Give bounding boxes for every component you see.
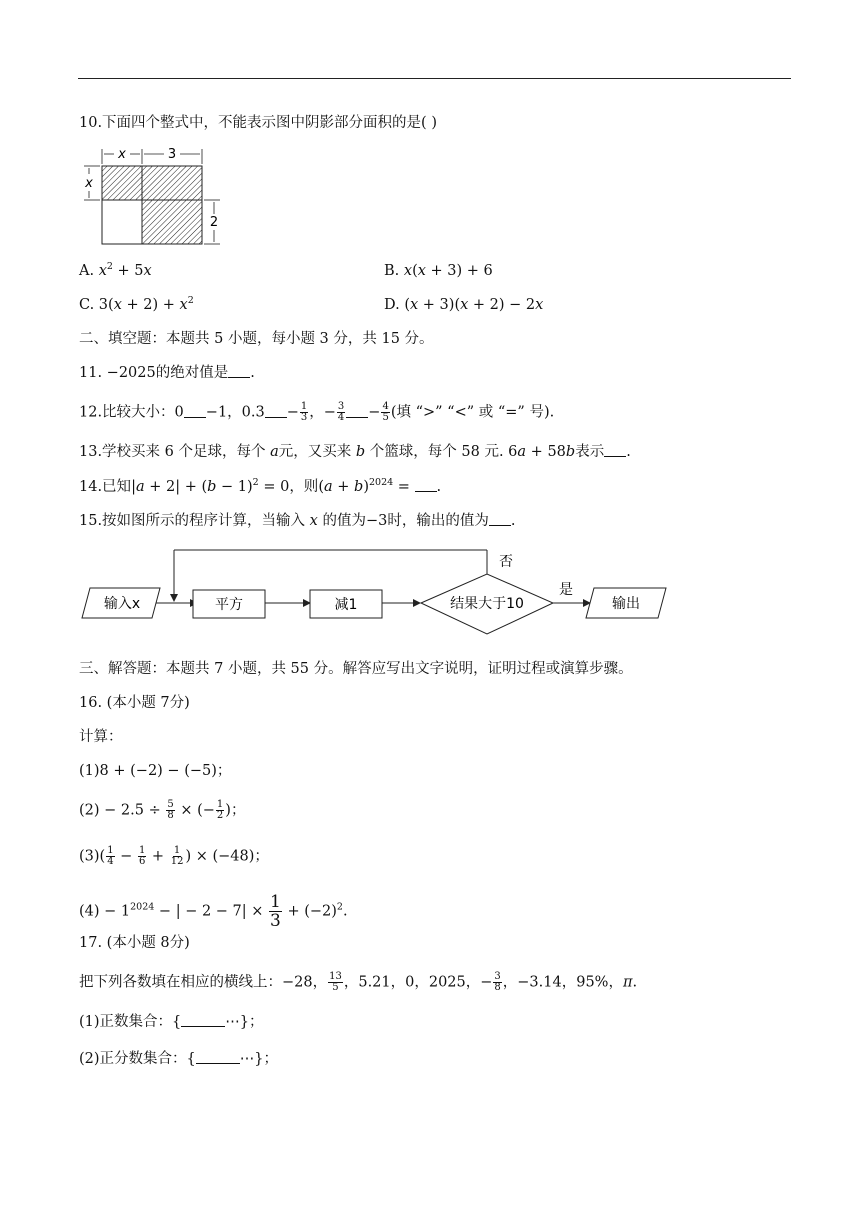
- dim-x-top: x: [118, 147, 126, 162]
- q16-part3: (3)( $\frac{1}{4}$ − $\frac{1}{6}$ + $\frac{1}{12}$ ) × (−48)；: [79, 845, 269, 867]
- section2-heading: 二、填空题：本题共 5 小题，每小题 3 分，共 15 分。: [79, 331, 434, 347]
- flow-yes: 是: [559, 582, 573, 598]
- section3-heading: 三、解答题：本题共 7 小题，共 55 分。解答应写出文字说明，证明过程或演算步骤。: [79, 661, 633, 677]
- q15: 15.按如图所示的程序计算，当输入 x 的值为−3时，输出的值为 .: [79, 513, 516, 529]
- q17-part2: (2)正分数集合：{ ⋯}；: [79, 1051, 278, 1067]
- q12: 12.比较大小：0 −1，0.3 − $\frac{1}{3}$ ，− $\frac{3}{4}$ − $\frac{4}{5}$ (填 “>” “<” 或 “=” 号).: [79, 401, 555, 423]
- q11: 11. −2025的绝对值是 .: [79, 365, 255, 381]
- header-rule: [78, 78, 791, 79]
- flow-no: 否: [499, 554, 513, 570]
- q10-option-c: C. $3(x + 2) + x^2$: [79, 295, 194, 313]
- flow-minus1: 减1: [334, 597, 358, 613]
- dim-three: 3: [167, 147, 177, 162]
- q10-figure: [78, 144, 228, 254]
- q17-part1: (1)正数集合：{ ⋯}；: [79, 1014, 264, 1030]
- flow-output: 输出: [612, 596, 640, 612]
- q17-header: 17. (本小题 8分): [79, 935, 190, 951]
- dim-two: 2: [209, 215, 219, 230]
- q16-intro: 计算：: [79, 729, 123, 745]
- flow-input: 输入x: [103, 596, 141, 612]
- flow-decision: 结果大于10: [450, 596, 524, 612]
- q16-header: 16. (本小题 7分): [79, 695, 190, 711]
- q10-stem: 10.下面四个整式中，不能表示图中阴影部分面积的是( ): [79, 115, 437, 131]
- q17-intro: 把下列各数填在相应的横线上：−28， $\frac{13}{5}$ ，5.21，0，2025，− $\frac{3}{8}$ ，−3.14，95%，π.: [79, 971, 638, 993]
- q16-part1: (1)8 + (−2) − (−5)；: [79, 763, 232, 779]
- q14: 14.已知$|a + 2| + (b - 1)^2 = 0$，则$(a + b)^{2024}$ = .: [79, 477, 442, 495]
- q16-part2: (2) − 2.5 ÷ $\frac{5}{8}$ × (− $\frac{1}{2}$ )；: [79, 799, 246, 821]
- q10-option-d: D. (x + 3)(x + 2) − 2x: [384, 297, 544, 313]
- q10-option-b: B. x(x + 3) + 6: [384, 263, 493, 279]
- q13: 13.学校买来 6 个足球，每个 a元，又买来 b 个篮球，每个 58 元. 6a + 58b表示 .: [79, 444, 631, 460]
- dim-x-left: x: [85, 176, 93, 191]
- q10-option-a: A. $x^2 + 5x$: [79, 261, 152, 279]
- q16-part4: $(4) - 1^{2024}$ − | − 2 − 7| × $\frac{1}{3}$ + $(-2)^2$.: [79, 892, 348, 931]
- flow-square: 平方: [215, 597, 243, 613]
- flowchart: [80, 546, 680, 646]
